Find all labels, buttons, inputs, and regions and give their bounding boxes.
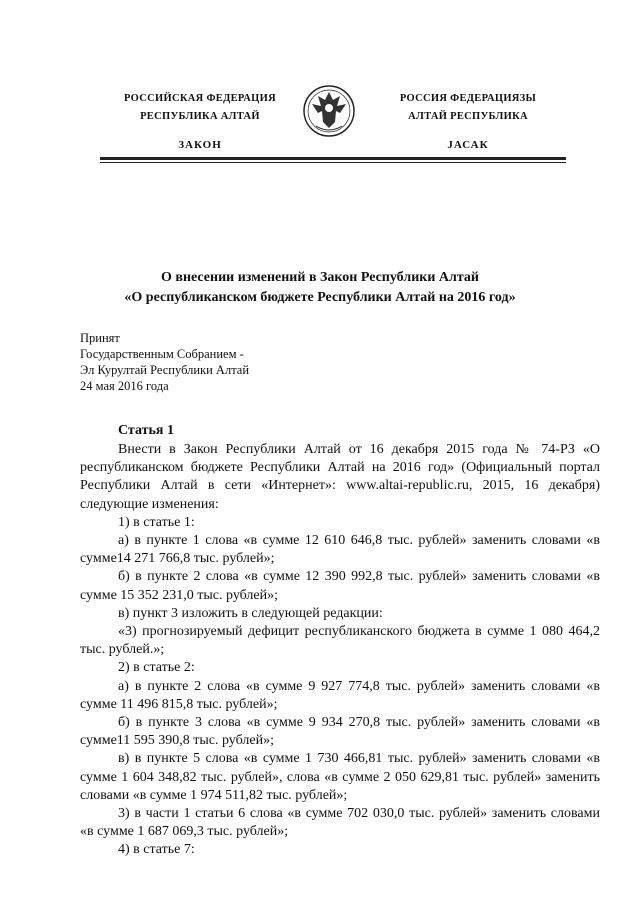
article-paragraph: а) в пункте 1 слова «в сумме 12 610 646,8 тыс. рублей» заменить словами «в сумме14 271 766,8 тыс. рублей»; [80,533,600,567]
header-right-republic: АЛТАЙ РЕСПУБЛИКА [408,111,528,122]
article-paragraph: а) в пункте 2 слова «в сумме 9 927 774,8 тыс. рублей» заменить словами «в сумме 11 496 815,8 тыс. рублей»; [80,678,600,712]
header-divider-thick [100,157,566,160]
article-body [80,441,600,860]
article-paragraph: в) в пункте 5 слова «в сумме 1 730 466,81 тыс. рублей» заменить словами «в сумме 1 604 348,82 тыс. рублей», слова «в сумме 2 050 629,81 тыс. рублей» заменить словами «в сумме 1 974 511,82 тыс. рублей»; [80,751,600,803]
accepted-block [80,330,249,394]
accepted-line: Эл Курултай Республики Алтай [80,363,250,377]
title-line-2: «О республиканском бюджете Республики Алтай на 2016 год» [124,290,516,305]
header-left-block [100,90,300,154]
header-left-country: РОССИЙСКАЯ ФЕДЕРАЦИЯ [124,93,276,104]
article-paragraph: б) в пункте 2 слова «в сумме 12 390 992,8 тыс. рублей» заменить словами «в сумме 15 352 231,0 тыс. рублей»; [80,569,600,603]
article-paragraph: 4) в статье 7: [118,842,195,858]
article-paragraph: б) в пункте 3 слова «в сумме 9 934 270,8 тыс. рублей» заменить словами «в сумме11 595 390,8 тыс. рублей»; [80,715,600,749]
title-line-1: О внесении изменений в Закон Республики Алтай [161,270,479,285]
article-paragraph: «3) прогнозируемый дефицит республиканского бюджета в сумме 1 080 464,2 тыс. рублей.»; [80,624,600,658]
accepted-date: 24 мая 2016 года [80,379,169,393]
article-heading: Статья 1 [118,423,174,438]
header-left-republic: РЕСПУБЛИКА АЛТАЙ [140,111,260,122]
coat-of-arms-icon [302,82,356,140]
header-right-law: JАСАК [447,139,489,151]
header-left-law: ЗАКОН [178,139,222,151]
header-right-country: РОССИЯ ФЕДЕРАЦИЯЗЫ [399,93,537,104]
accepted-line: Принят [80,331,120,345]
article-paragraph: 1) в статье 1: [118,514,195,530]
article-paragraph: 3) в части 1 статьи 6 слова «в сумме 702 030,0 тыс. рублей» заменить словами «в сумме 1 687 069,3 тыс. рублей»; [80,806,600,840]
article-paragraph: в) пункт 3 изложить в следующей редакции: [118,605,383,621]
header-divider-thin [100,162,566,163]
document-title [80,268,560,308]
article-paragraph: 2) в статье 2: [118,660,195,676]
article-paragraph: Внести в Закон Республики Алтай от 16 декабря 2015 года № 74-РЗ «О республиканском бюджете Республики Алтай на 2016 год» (Официальный портал Республики Алтай в сети «Интернет»: www.altai-republic.ru, 2015, 16 декабря) следующие изменения: [80,442,600,512]
header-right-block [368,90,568,154]
accepted-line: Государственным Собранием - [80,347,244,361]
